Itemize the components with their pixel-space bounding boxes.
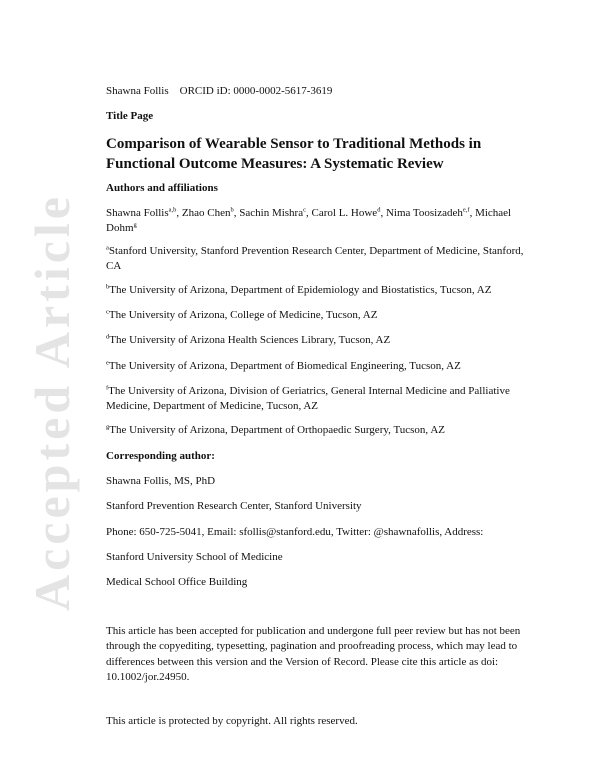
author: Sachin Mishra$^c$,: [239, 206, 312, 219]
affiliation: $^c$The University of Arizona, College of Medicine, Tucson, AZ: [106, 308, 378, 321]
affiliation: $^e$The University of Arizona, Department of Biomedical Engineering, Tucson, AZ: [106, 359, 461, 372]
header-author: Shawna Follis: [106, 85, 169, 97]
copyright-notice: This article is protected by copyright. All rights reserved.: [106, 715, 358, 727]
affiliation: $^b$The University of Arizona, Department of Epidemiology and Biostatistics, Tucson, AZ: [106, 283, 492, 296]
article-title: Comparison of Wearable Sensor to Traditional Methods in Functional Outcome Measures: A Systematic Review: [106, 136, 482, 172]
authors-heading: Authors and affiliations: [106, 182, 218, 194]
acceptance-notice: This article has been accepted for publication and undergone full peer review but has not been through the copyediting, typesetting, pagination and proofreading process, which may lead to differences between this version and the Version of Record. Please cite this article as doi: 10.1002/jor.24950.: [106, 625, 521, 684]
orcid-line: [106, 84, 526, 99]
author: Shawna Follis$^{a,b}$,: [106, 206, 182, 219]
affiliation: $^a$Stanford University, Stanford Prevention Research Center, Department of Medicine, Stanford, CA: [106, 244, 524, 273]
corresponding-org: Stanford Prevention Research Center, Stanford University: [106, 500, 362, 512]
author-list: [106, 206, 526, 237]
corresponding-address-line2: Medical School Office Building: [106, 576, 248, 588]
author: Nima Toosizadeh$^{e,f}$,: [385, 206, 476, 219]
author: Carol L. Howe$^d$,: [311, 206, 386, 219]
corresponding-heading: Corresponding author:: [106, 450, 215, 462]
title-page-label: Title Page: [106, 110, 154, 122]
corresponding-contact: Phone: 650-725-5041, Email: sfollis@stanford.edu, Twitter: @shawnafollis, Address:: [106, 526, 484, 538]
corresponding-name: Shawna Follis, MS, PhD: [106, 475, 216, 487]
corresponding-address-line1: Stanford University School of Medicine: [106, 551, 283, 563]
affiliation: $^g$The University of Arizona, Department of Orthopaedic Surgery, Tucson, AZ: [106, 423, 445, 436]
affiliation: $^f$The University of Arizona, Division of Geriatrics, General Internal Medicine and Palliative Medicine, Department of Medicine, Tucson, AZ: [106, 384, 510, 413]
accepted-article-watermark: Accepted Article: [24, 192, 80, 612]
author: Zhao Chen$^b$,: [181, 206, 240, 219]
affiliation: $^d$The University of Arizona Health Sciences Library, Tucson, AZ: [106, 333, 391, 346]
author: Michael Dohm$^g$: [106, 207, 512, 235]
orcid-id[interactable]: ORCID iD: 0000-0002-5617-3619: [179, 85, 333, 97]
